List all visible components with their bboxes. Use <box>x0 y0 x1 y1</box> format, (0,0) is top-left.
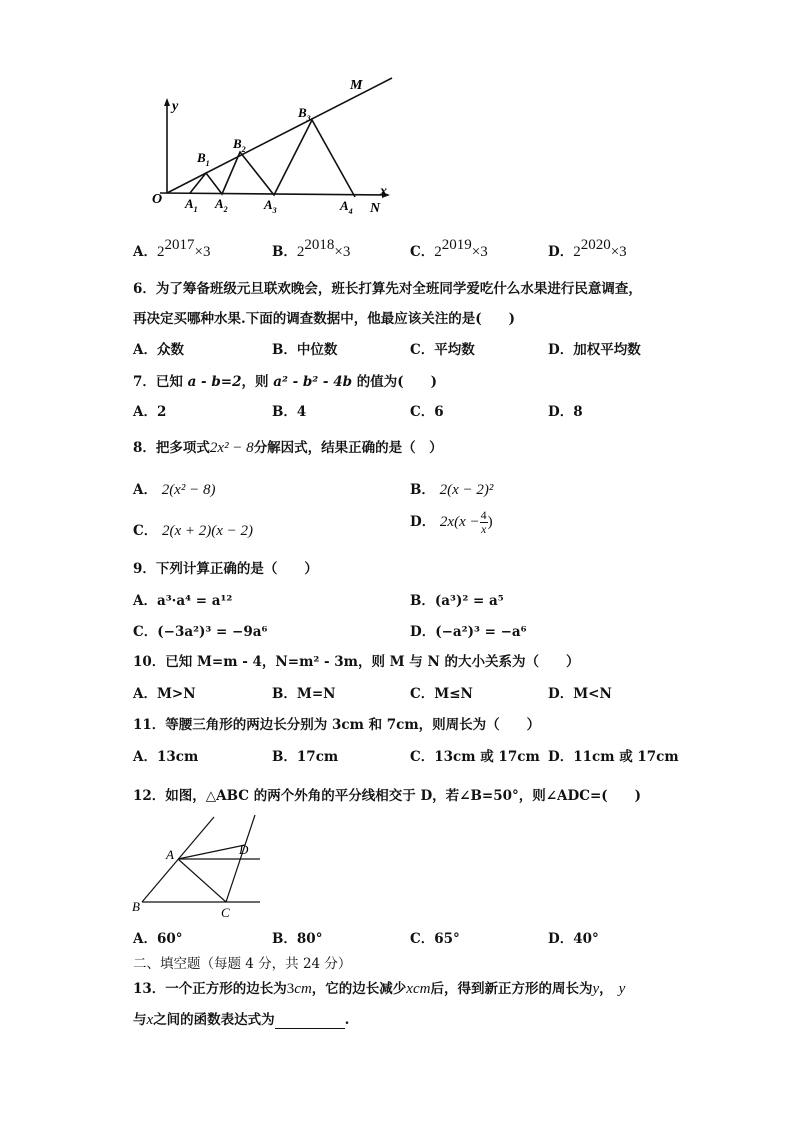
q5-option-d[interactable]: D．$2^{2020}\times 3$ <box>548 237 627 260</box>
zigzag-figure <box>140 70 400 220</box>
q10-option-b[interactable]: B．M=N <box>272 686 336 702</box>
q10-option-d[interactable]: D．M<N <box>548 686 612 702</box>
section-title: 二、填空题（每题 4 分，共 24 分） <box>133 956 352 972</box>
a1-label: $A_1$ <box>185 196 198 214</box>
q7-option-c[interactable]: C．6 <box>410 404 444 420</box>
b2-label: $B_2$ <box>233 136 246 154</box>
y-axis-label: y <box>172 99 179 114</box>
q7-option-a[interactable]: A．2 <box>133 404 167 420</box>
q10-option-c[interactable]: C．M≤N <box>410 686 473 702</box>
q6-stem-line1: 6．为了筹备班级元旦联欢晚会，班长打算先对全班同学爱吃什么水果进行民意调查， <box>133 281 642 297</box>
a4-label: $A_4$ <box>340 198 353 216</box>
q13-line1: 13．一个正方形的边长为3cm，它的边长减少xcm后，得到新正方形的周长为y， y <box>133 981 626 997</box>
m-label: M <box>350 78 363 93</box>
q12-option-a[interactable]: A．60° <box>133 931 183 947</box>
q11-option-c[interactable]: C．13cm 或 17cm <box>410 749 540 765</box>
q10-option-a[interactable]: A．M>N <box>133 686 196 702</box>
q6-option-b[interactable]: B．中位数 <box>272 342 338 358</box>
q6-option-d[interactable]: D．加权平均数 <box>548 342 641 358</box>
b3-label: $B_3$ <box>298 105 311 123</box>
q11-option-a[interactable]: A．13cm <box>133 749 199 765</box>
q12-option-c[interactable]: C．65° <box>410 931 460 947</box>
q8-option-b[interactable]: B． 2(x − 2)² <box>410 482 494 498</box>
q12-option-b[interactable]: B．80° <box>272 931 323 947</box>
q8-stem: 8．把多项式2x² − 8分解因式，结果正确的是（ ） <box>133 440 443 456</box>
n-label: N <box>370 201 381 216</box>
a3-label: $A_3$ <box>264 197 277 215</box>
label-b: B <box>132 899 140 914</box>
q9-option-b[interactable]: B．(a³)² = a⁵ <box>410 593 504 609</box>
q9-stem: 9．下列计算正确的是（ ） <box>133 561 318 577</box>
q11-option-b[interactable]: B．17cm <box>272 749 339 765</box>
q13-line2: 与x之间的函数表达式为 . <box>133 1012 350 1028</box>
q12-option-d[interactable]: D．40° <box>548 931 599 947</box>
x-axis-label: x <box>380 184 387 199</box>
q11-stem: 11．等腰三角形的两边长分别为 3cm 和 7cm，则周长为（ ） <box>133 717 541 733</box>
triangle-figure <box>128 812 268 922</box>
q5-option-a[interactable]: A．$2^{2017}\times 3$ <box>133 237 211 260</box>
label-c: C <box>221 905 230 920</box>
q11-option-d[interactable]: D．11cm 或 17cm <box>548 749 679 765</box>
label-d: D <box>239 842 249 857</box>
q7-option-b[interactable]: B．4 <box>272 404 307 420</box>
q8-option-d[interactable]: D． 2x(x − $\frac{4}{x}$ ) <box>410 508 493 536</box>
q5-option-c[interactable]: C．$2^{2019}\times 3$ <box>410 237 488 260</box>
label-a: A <box>166 847 174 862</box>
q6-stem-line2: 再决定买哪种水果.下面的调查数据中，他最应该关注的是( ) <box>133 311 515 327</box>
q7-stem: 7．已知 a - b=2，则 a² - b² - 4b 的值为( ) <box>133 374 438 390</box>
q10-stem: 10．已知 M=m - 4，N=m² - 3m，则 M 与 N 的大小关系为（ ） <box>133 654 580 670</box>
q6-option-c[interactable]: C．平均数 <box>410 342 475 358</box>
q9-option-a[interactable]: A．a³·a⁴ = a¹² <box>133 593 233 609</box>
b1-label: $B_1$ <box>197 150 210 168</box>
q12-stem: 12．如图，△ABC 的两个外角的平分线相交于 D，若∠B=50°，则∠ADC=( ) <box>133 788 642 804</box>
q9-option-c[interactable]: C．(−3a²)³ = −9a⁶ <box>133 624 268 640</box>
answer-blank[interactable] <box>275 1015 345 1029</box>
a2-label: $A_2$ <box>215 196 228 214</box>
origin-label: O <box>152 192 163 207</box>
q8-option-a[interactable]: A． 2(x² − 8) <box>133 482 216 498</box>
q6-option-a[interactable]: A．众数 <box>133 342 184 358</box>
q9-option-d[interactable]: D．(−a²)³ = −a⁶ <box>410 624 527 640</box>
fraction: $\frac{4}{x}$ <box>480 508 487 536</box>
q8-option-c[interactable]: C． 2(x + 2)(x − 2) <box>133 523 253 539</box>
q7-option-d[interactable]: D．8 <box>548 404 583 420</box>
q5-option-b[interactable]: B．$2^{2018}\times 3$ <box>272 237 351 260</box>
